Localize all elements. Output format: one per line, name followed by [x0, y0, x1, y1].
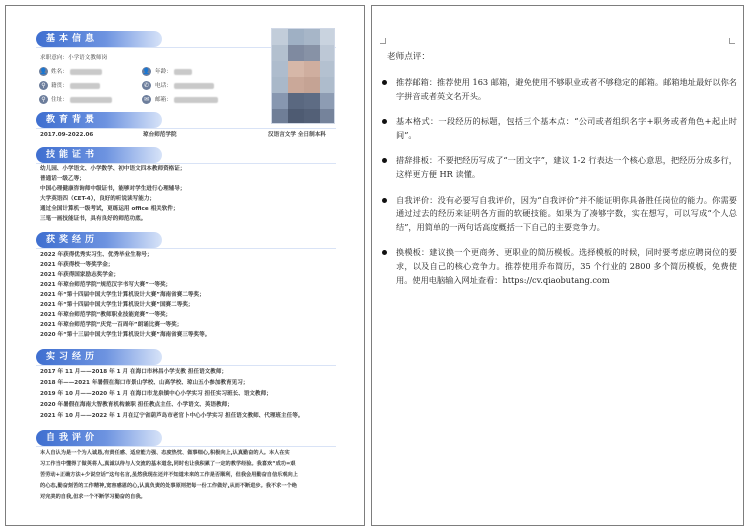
redacted-address — [70, 97, 112, 103]
internship-line: 2018 年——2021 年暑假在海口市景山学校、山高学校、琼山五小参加教育见习； — [40, 380, 249, 386]
review-bullet-text: 换模板：建议换一个更商务、更职业的简历模板。选择模板的时候，同时要考虑应聘岗位的要求，以及自己的核心竞争力。推荐使用乔布简历，35 个行业的 2800 多个简历模板，免费使用。使用电脑输入网址查看：https://cv.qiaobutang.com — [396, 247, 737, 285]
award-line: 2021 年琼台师范学院“规范汉字书写大赛”一等奖； — [40, 282, 172, 288]
hometown-label: 籍贯： — [51, 83, 68, 89]
skill-line: 中国心理健康咨询师中级证书，能够对学生进行心理辅导； — [40, 186, 186, 192]
review-bullet-text: 自我评价：没有必要写自我评价，因为“自我评价”并不能证明你具备胜任岗位的能力。你需要通过过去的经历来证明各方面的软硬技能。如果为了凑够字数，实在想写，可以写成“个人总结”，用简单的一两句话高度概括一下自己的主要竞争力。 — [396, 194, 737, 232]
education-period: 2017.09-2022.06 — [40, 132, 94, 138]
review-bullet — [382, 115, 737, 142]
redacted-phone — [174, 83, 214, 89]
internship-line: 2020 年暑假在海南大智教育机构兼职 担任教点主任、小学语文、英语教师； — [40, 402, 233, 408]
review-bullet-text: 推荐邮箱：推荐使用 163 邮箱，避免使用不够职业或者不够稳定的邮箱。邮箱地址最好以你名字拼音或者英文名开头。 — [396, 77, 737, 101]
redacted-hometown — [70, 83, 100, 89]
section-divider — [36, 248, 336, 249]
bullet-dot-icon — [382, 198, 387, 203]
address-label: 住址： — [51, 97, 68, 103]
internship-line: 2017 年 11 月——2018 年 1 月 在海口市林昌小学支教 担任语文教师； — [40, 369, 228, 375]
internship-line: 2019 年 10 月——2020 年 1 月 在海口市龙泉镇中心小学实习 担任实习班长、语文教师； — [40, 391, 272, 397]
award-line: 2021 年琼台师范学院“教师职业技能竞赛”一等奖； — [40, 312, 172, 318]
job-intention: 求职意向：小学语文教师岗 — [40, 55, 108, 61]
review-bullet-list — [382, 76, 737, 299]
skill-line: 普通话一级乙等； — [40, 176, 85, 182]
redacted-age — [174, 69, 192, 75]
skills-header: 技能证书 — [36, 147, 162, 163]
margin-corner-mark — [380, 38, 386, 44]
review-bullet — [382, 246, 737, 287]
person-icon: 👤 — [39, 68, 48, 75]
bullet-dot-icon — [382, 250, 387, 255]
self-eval-line: 对完美的自我,但求一个不断学习勤奋的自我。 — [40, 494, 146, 500]
education-header: 教育背景 — [36, 112, 162, 128]
internship-line: 2021 年 10 月——2022 年 1 月在辽宁省葫芦岛市老官卜中心小学实习 担任语文教师、代理班主任等。 — [40, 413, 304, 419]
review-bullet-text: 基本格式：一段经历的标题，包括三个基本点：“公司或者组织名字+职务或者角色+起止时间”。 — [396, 116, 737, 140]
basic-info-header: 基本信息 — [36, 31, 162, 47]
review-bullet — [382, 154, 737, 181]
award-line: 2020 年“第十三届中国大学生计算机设计大赛”海南省赛三等奖等。 — [40, 332, 211, 338]
email-label: 邮箱： — [155, 97, 172, 103]
review-bullet-text: 措辞排板：不要把经历写成了“一团文字”，建议 1-2 行表达一个核心意思，把经历分成多行，这样更方便 HR 读懂。 — [396, 155, 737, 179]
section-divider — [36, 128, 336, 129]
award-line: 2021 年琼台师范学院“庆党一百周年”朗诵比赛一等奖； — [40, 322, 183, 328]
redacted-name — [70, 69, 102, 75]
phone-label: 电话： — [155, 83, 172, 89]
review-notes-page — [371, 5, 744, 526]
review-bullet — [382, 194, 737, 235]
review-bullet — [382, 76, 737, 103]
education-school: 琼台师范学院 — [143, 132, 177, 138]
margin-corner-mark — [729, 38, 735, 44]
age-label: 年龄： — [155, 69, 172, 75]
bullet-dot-icon — [382, 119, 387, 124]
awards-header: 获奖经历 — [36, 232, 162, 248]
name-label: 姓名： — [51, 69, 68, 75]
education-major: 汉语言文学 全日制本科 — [268, 132, 326, 138]
location-icon: ⚲ — [39, 95, 48, 104]
person-icon: 👤 — [142, 68, 151, 75]
section-divider — [36, 163, 336, 164]
self-eval-header: 自我评价 — [36, 430, 162, 446]
section-divider — [36, 365, 336, 366]
award-line: 2021 年获得校一等奖学金； — [40, 262, 114, 268]
mail-icon: ✉ — [143, 96, 150, 103]
award-line: 2021 年“第十四届中国大学生计算机设计大赛”国赛二等奖； — [40, 302, 194, 308]
self-eval-line: 习工作当中懂得了做英将人,真诚以待与人交流的基本道念,同时也让我积累了一定的教学经验。我喜欢“成功=艰 — [40, 461, 296, 467]
skill-line: 幼儿园、小学语文、小学数学、初中语文四本教师资格证； — [40, 166, 186, 172]
skill-line: 大学英语四（CET-4），良好的听说读写能力； — [40, 196, 156, 202]
award-line: 2022 年获得优秀实习生、优秀毕业生称号； — [40, 252, 153, 258]
skill-line: 三笔一画技能证书，具有良好的师范功底。 — [40, 216, 147, 222]
phone-icon: ✆ — [143, 82, 150, 89]
profile-photo — [271, 28, 335, 124]
self-eval-line: 的心态,勤奋刻苦的工作精神,宽容感恩的心,认真负责的处事原则把每一份工作做好,从而不断进步。我不求一个绝 — [40, 483, 297, 489]
redacted-email — [174, 97, 218, 103]
resume-page — [5, 5, 365, 526]
location-icon: ⚲ — [39, 81, 48, 90]
award-line: 2021 年“第十四届中国大学生计算机设计大赛”海南省赛二等奖； — [40, 292, 205, 298]
bullet-dot-icon — [382, 80, 387, 85]
skill-line: 通过全国计算机一级考试，更练运用 office 相关软件； — [40, 206, 179, 212]
internship-header: 实习经历 — [36, 349, 162, 365]
self-eval-line: 苦劳动+正确方法+少说空话”这句名言,虽然我现在还并不知道未来的工作是否顺利，但我会用勤奋自信乐观向上 — [40, 472, 298, 478]
bullet-dot-icon — [382, 158, 387, 163]
review-title: 老师点评： — [387, 52, 430, 62]
self-eval-line: 本人自认为是一个为人诚恳,有责任感、适应能力强、态度热忱、做事细心,积极向上,认真勤奋的人。本人在实 — [40, 450, 290, 456]
section-divider — [36, 446, 336, 447]
award-line: 2021 年获得国家励志奖学金； — [40, 272, 120, 278]
